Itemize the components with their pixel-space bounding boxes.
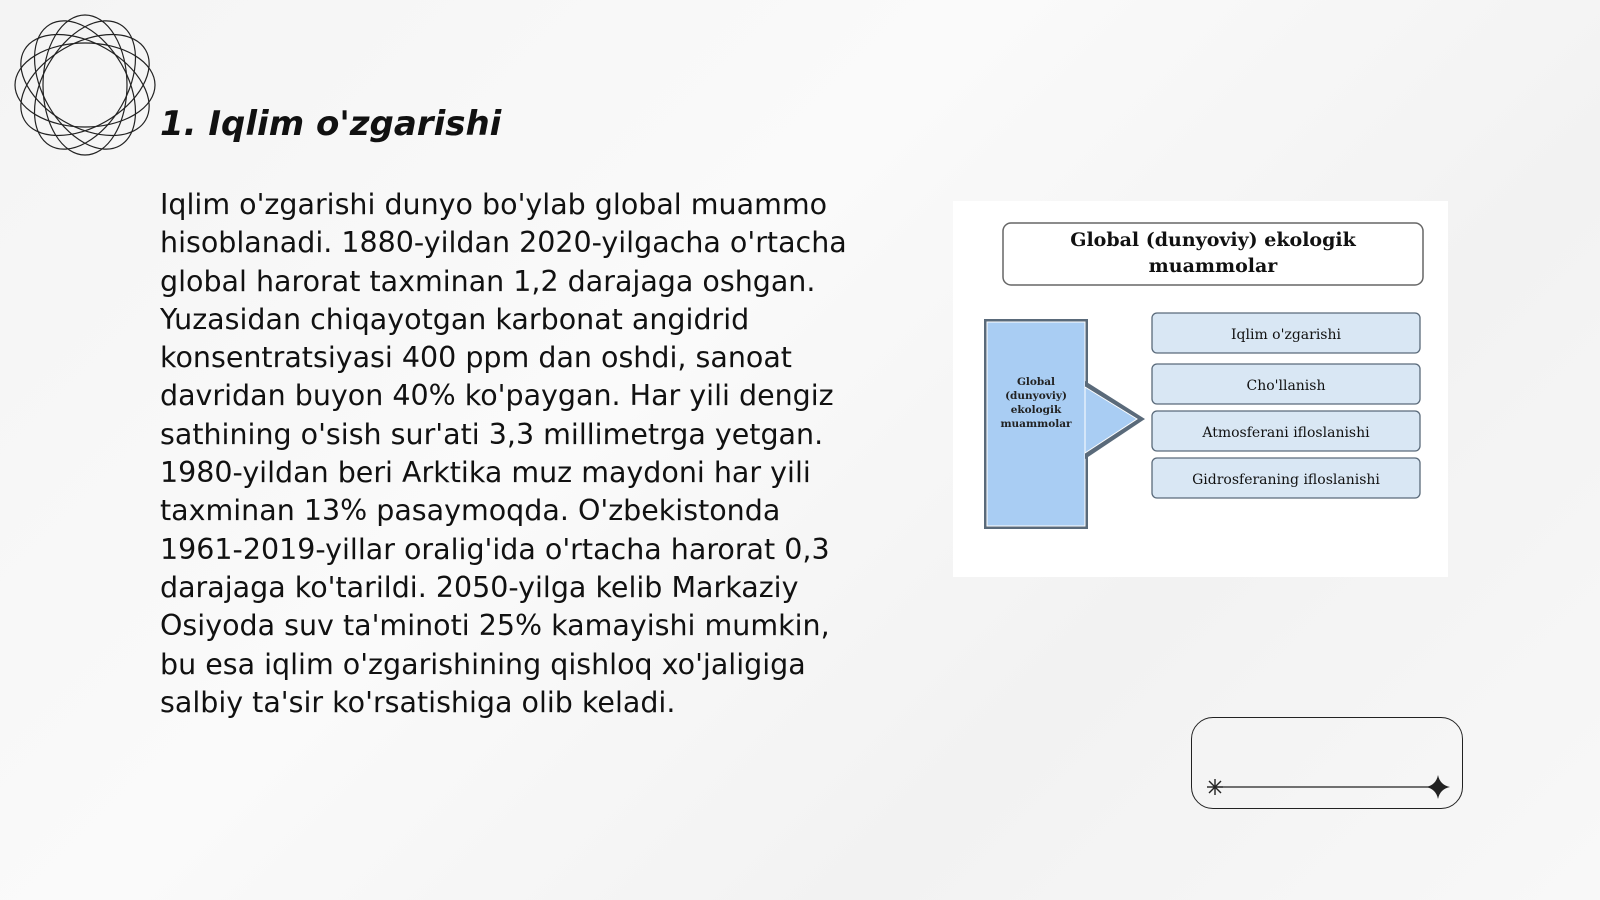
slide-title: 1. Iqlim o'zgarishi (160, 104, 502, 144)
left-box-line4: muammolar (1000, 418, 1072, 430)
item-label-4: Gidrosferaning ifloslanishi (1192, 472, 1380, 488)
diagram-title-line1: Global (dunyoviy) ekologik (1070, 229, 1356, 251)
decorative-slider-frame (1191, 717, 1463, 809)
sparkle-icon (1207, 779, 1223, 795)
left-box-line2: (dunyoviy) (1005, 390, 1067, 402)
rosette-ornament-icon (10, 10, 160, 160)
item-label-1: Iqlim o'zgarishi (1231, 327, 1341, 343)
item-label-3: Atmosferani ifloslanishi (1202, 425, 1370, 441)
slide-body-text: Iqlim o'zgarishi dunyo bo'ylab global muammo hisoblanadi. 1880-yildan 2020-yilgacha o'rtacha global harorat taxminan 1,2 darajaga oshgan. Yuzasidan chiqayotgan karbonat angidrid konsentratsiyasi 400 ppm dan oshdi, sanoat davridan buyon 40% ko'paygan. Har yili dengiz sathining o'sish sur'ati 3,3 millimetrga yetgan. 1980-yildan beri Arktika muz maydoni har yili taxminan 13% pasaymoqda. O'zbekistonda 1961-2019-yillar oralig'ida o'rtacha harorat 0,3 darajaga ko'tarildi. 2050-yilga kelib Markaziy Osiyoda suv ta'minoti 25% kamayishi mumkin, bu esa iqlim o'zgarishining qishloq xo'jaligiga salbiy ta'sir ko'rsatishiga olib keladi. (160, 188, 847, 719)
ecology-problems-diagram (953, 201, 1448, 577)
item-label-2: Cho'llanish (1246, 378, 1326, 394)
arrow-icon (1085, 387, 1137, 453)
star-icon (1426, 775, 1450, 799)
left-box-line3: ekologik (1010, 404, 1062, 416)
left-box-line1: Global (1016, 376, 1056, 388)
diagram-title-line2: muammolar (1148, 255, 1278, 277)
